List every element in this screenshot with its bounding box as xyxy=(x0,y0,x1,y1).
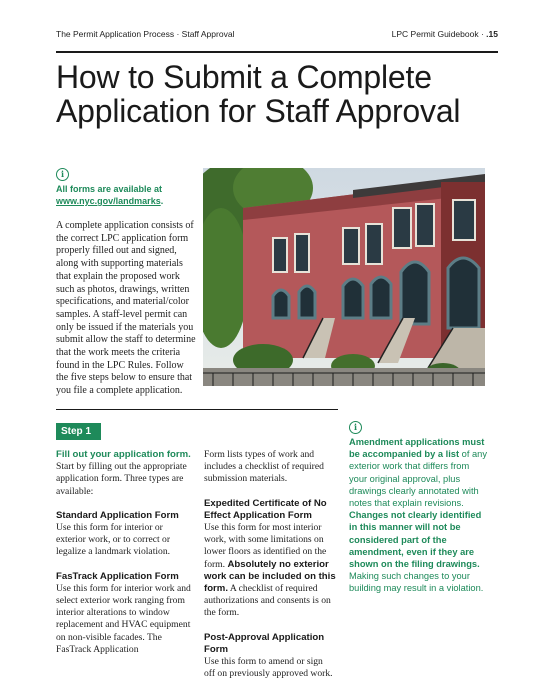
standard-form-entry xyxy=(56,510,191,559)
running-header-guide: LPC Permit Guidebook · .15 xyxy=(391,29,498,39)
expedited-warning: Absolutely no exterior work can be included on this form. xyxy=(204,558,336,595)
landmarks-link[interactable]: www.nyc.gov/landmarks xyxy=(56,196,161,206)
post-approval-form-entry xyxy=(204,632,336,681)
guide-title: LPC Permit Guidebook xyxy=(391,29,479,39)
step-badge: Step 1 xyxy=(56,423,101,440)
post-approval-form-desc: Use this form to amend or sign off on previously approved work. xyxy=(204,656,333,680)
expedited-form-name: Expedited Certificate of No Effect Application Form xyxy=(204,497,327,521)
page-title: How to Submit a Complete Application for Staff Approval xyxy=(56,59,461,129)
step1-lead: Fill out your application form. xyxy=(56,449,191,460)
info-icon: i xyxy=(56,168,69,181)
expedited-form-entry xyxy=(204,498,336,620)
header-divider xyxy=(56,51,498,53)
amendment-note: Amendment applications must be accompanied by a list of any exterior work that differs from your original approval, plus drawings clearly annotated with notes that explain revisions. Changes not clearly identified in this manner will not be considered part of the amendment, even if they are shown on the filing drawings. Making such changes to your building may result in a violation. xyxy=(349,437,487,594)
standard-form-desc: Use this form for interior or exterior work, or to correct or legalize a landmark violation. xyxy=(56,522,171,558)
fastrack-form-name: FasTrack Application Form xyxy=(56,570,179,582)
running-header-section: The Permit Application Process · Staff Approval xyxy=(56,29,235,39)
expedited-form-desc: Use this form for most interior work, with some limitations on lower floors as identified on the form. Absolutely no exterior work can be included on this form. A checklist of required authorizations and consents is on the form. xyxy=(204,522,336,619)
rowhouse-photo xyxy=(203,168,485,386)
section-divider xyxy=(56,409,338,410)
fastrack-form-continued: Form lists types of work and includes a checklist of required submission materials. xyxy=(204,449,324,485)
forms-availability-note: All forms are available at www.nyc.gov/landmarks. xyxy=(56,184,164,206)
fastrack-form-entry xyxy=(56,571,191,656)
post-approval-form-name: Post-Approval Application Form xyxy=(204,631,325,655)
step1-intro xyxy=(56,449,191,498)
standard-form-name: Standard Application Form xyxy=(56,509,179,521)
step1-column-2 xyxy=(204,449,336,692)
rowhouse-illustration xyxy=(203,168,485,386)
fastrack-form-desc: Use this form for interior work and select exterior work ranging from interior alterations to window replacement and HVAC equipment on non-visible facades. The FasTrack Application xyxy=(56,582,191,655)
page-number: .15 xyxy=(486,29,498,39)
info-icon-amendment: i xyxy=(349,421,362,434)
step1-column-1 xyxy=(56,449,191,668)
step1-lead-body: Start by filling out the appropriate application form. Three types are available: xyxy=(56,461,187,497)
intro-paragraph: A complete application consists of the correct LPC application form properly filled out and signed, along with supporting materials that explain the proposed work such as photos, drawings, written specifications, and material/color samples. A staff-level permit can only be issued if the materials you submit allow the staff to determine that the work meets the criteria found in the LPC Rules. Follow the five steps below to ensure that you file a complete application. xyxy=(56,220,196,397)
